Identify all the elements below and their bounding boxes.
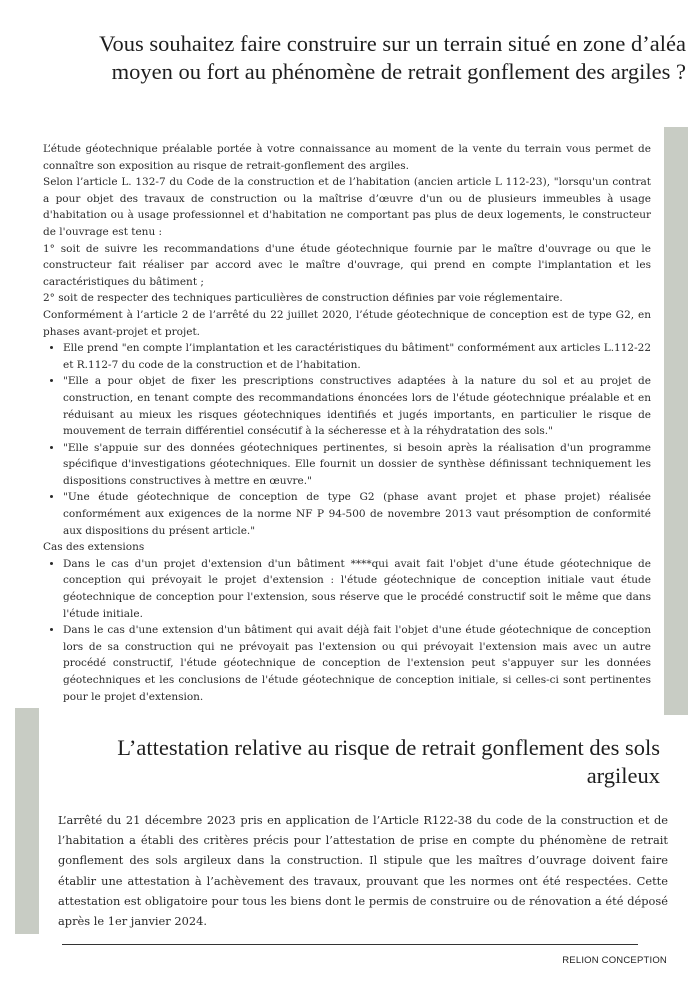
g2-bullet-list (43, 340, 651, 539)
paragraph: 2° soit de respecter des techniques particulières de construction définies par voie réglementaire. (43, 292, 563, 305)
extensions-bullet-list (43, 556, 651, 705)
decorative-bar-right (664, 127, 688, 715)
decorative-bar-left (15, 708, 39, 934)
paragraph: 1° soit de suivre les recommandations d'une étude géotechnique fournie par le maître d'ouvrage ou que le constructeur fait réaliser par accord avec le maître d'ouvrage, qui prend en compte l'implantation et les caractéristiques du bâtiment ; (43, 242, 651, 288)
list-item: • "Une étude géotechnique de conception de type G2 (phase avant projet et phase projet) réalisée conformément aux exigences de la norme NF P 94-500 de novembre 2013 vaut présomption de conformité aux dispositions du présent article." (63, 489, 651, 539)
paragraph: Selon l’article L. 132-7 du Code de la construction et de l’habitation (ancien article L 112-23), "lorsqu'un contrat a pour objet des travaux de construction ou la maîtrise d’œuvre d'un ou de plusieurs immeubles à usage d'habitation ou à usage professionnel et d'habitation ne comportant pas plus de deux logements, le constructeur de l'ouvrage est tenu : (43, 176, 651, 238)
extensions-heading: Cas des extensions (43, 541, 145, 554)
section2-title: L’attestation relative au risque de retrait gonflement des sols argileux (117, 735, 660, 788)
list-item: • "Elle s'appuie sur des données géotechniques pertinentes, si besoin après la réalisation d'un programme spécifique d'investigations géotechniques. Elle fournit un dossier de synthèse définissant techniquement les dispositions constructives à mettre en œuvre." (63, 440, 651, 490)
paragraph: Conformément à l’article 2 de l’arrêté du 22 juillet 2020, l’étude géotechnique de conception est de type G2, en phases avant-projet et projet. (43, 308, 651, 338)
list-item: • Dans le cas d'un projet d'extension d'un bâtiment ****qui avait fait l'objet d'une étude géotechnique de conception qui prévoyait le projet d'extension : l'étude géotechnique de conception initiale vaut étude géotechnique de conception pour l'extension, sous réserve que le procédé constructif soit le même que dans l'étude initiale. (63, 556, 651, 622)
section2-body: L’arrêté du 21 décembre 2023 pris en application de l’Article R122-38 du code de la construction et de l’habitation a établi des critères précis pour l’attestation de prise en compte du phénomène de retrait gonflement des sols argileux dans la construction. Il stipule que les maîtres d’ouvrage doivent faire établir une attestation à l’achèvement des travaux, prouvant que les normes ont été respectées. Cette attestation est obligatoire pour tous les biens dont le permis de construire ou de rénovation a été déposé après le 1er janvier 2024. (58, 813, 668, 929)
section1-body (43, 141, 651, 705)
footer-brand: RELION CONCEPTION (562, 955, 667, 966)
paragraph: L’étude géotechnique préalable portée à votre connaissance au moment de la vente du terrain vous permet de connaître son exposition au risque de retrait-gonflement des argiles. (43, 143, 651, 172)
section1-title: Vous souhaitez faire construire sur un terrain situé en zone d’aléa moyen ou fort au phénomène de retrait gonflement des argiles ? (99, 31, 686, 84)
list-item: • "Elle a pour objet de fixer les prescriptions constructives adaptées à la nature du sol et au projet de construction, en tenant compte des recommandations énoncées lors de l'étude géotechnique préalable et en réduisant au mieux les risques géotechniques identifiés et jugés importants, en particulier le risque de mouvement de terrain différentiel consécutif à la sécheresse et à la réhydratation des sols." (63, 373, 651, 439)
footer-divider (62, 944, 638, 945)
list-item: • Elle prend "en compte l’implantation et les caractéristiques du bâtiment" conformément aux articles L.112-22 et R.112-7 du code de la construction et de l’habitation. (63, 340, 651, 373)
list-item: • Dans le cas d'une extension d'un bâtiment qui avait déjà fait l'objet d'une étude géotechnique de conception lors de sa construction qui ne prévoyait pas l'extension ou qui prévoyait l'extension mais avec un autre procédé constructif, l'étude géotechnique de conception de l'extension peut s'appuyer sur les données géotechniques et les conclusions de l'étude géotechnique de conception initiale, si celles-ci sont pertinentes pour le projet d'extension. (63, 622, 651, 705)
